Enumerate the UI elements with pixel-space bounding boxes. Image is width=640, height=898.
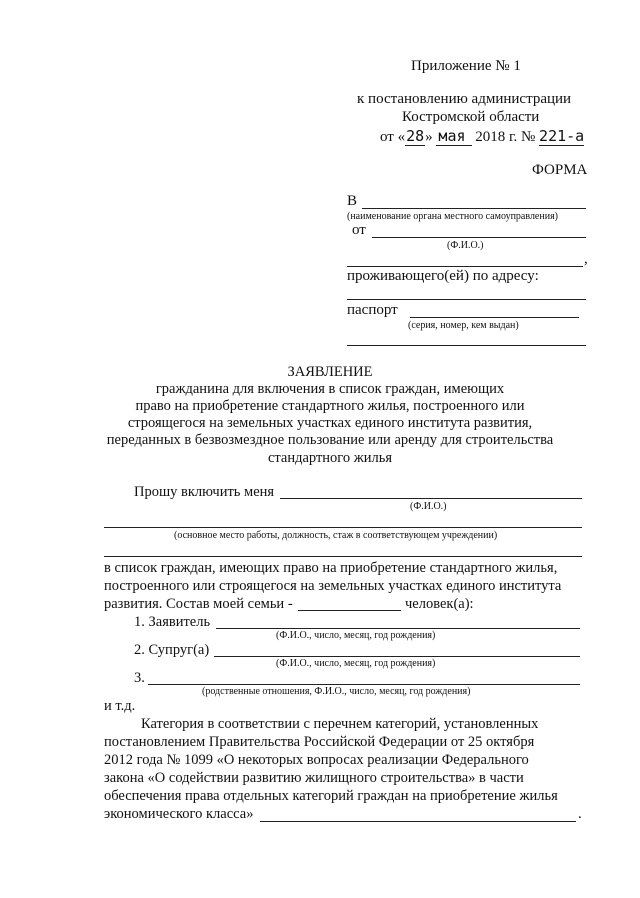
member3-label: 3. (134, 670, 145, 686)
work-caption: (основное место работы, должность, стаж в соответствующем учреждении) (174, 530, 498, 541)
member3-line[interactable] (148, 684, 580, 685)
from-line[interactable] (372, 237, 586, 238)
member1-line[interactable] (216, 628, 580, 629)
category-last: экономического класса» (104, 806, 254, 822)
date-number: 221-а (539, 127, 585, 145)
appendix-date (380, 127, 584, 146)
statement-subtitle-5: стандартного жилья (267, 450, 393, 466)
from-line-2[interactable] (347, 266, 583, 267)
residence-label: проживающего(ей) по адресу: (347, 268, 539, 284)
comma: , (584, 251, 588, 267)
passport-line-2[interactable] (347, 345, 586, 346)
form-label: ФОРМА (532, 162, 588, 178)
work-line-2[interactable] (104, 556, 582, 557)
from-fio-caption: (Ф.И.О.) (447, 240, 484, 251)
category-line-5: обеспечения права отдельных категорий граждан на приобретение жилья (104, 788, 558, 804)
category-line-3: 2012 года № 1099 «О некоторых вопросах реализации Федерального (104, 752, 529, 768)
work-line[interactable] (104, 527, 582, 528)
from-label: от (352, 222, 366, 238)
statement-title: ЗАЯВЛЕНИЕ (287, 364, 373, 380)
passport-line[interactable] (410, 317, 579, 318)
member2-caption: (Ф.И.О., число, месяц, год рождения) (276, 658, 436, 669)
statement-subtitle-4: переданных в безвозмездное пользование или аренду для строительства (106, 432, 554, 448)
date-mid: » (425, 129, 433, 145)
request-caption: (Ф.И.О.) (410, 501, 447, 512)
address-line[interactable] (347, 299, 586, 300)
date-year: 2018 г. № (475, 129, 536, 145)
appendix-region: Костромской области (402, 109, 540, 125)
to-label: В (347, 193, 358, 209)
request-label: Прошу включить меня (134, 484, 275, 500)
family-count-line[interactable] (298, 610, 401, 611)
list-text-2: построенного или строящегося на земельных участках единого института (104, 578, 562, 594)
member1-label: 1. Заявитель (134, 614, 211, 630)
date-day: 28 (406, 127, 425, 145)
list-text-3b: человек(а): (405, 596, 474, 612)
member2-label: 2. Супруг(а) (134, 642, 210, 658)
passport-caption: (серия, номер, кем выдан) (408, 320, 519, 331)
member1-caption: (Ф.И.О., число, месяц, год рождения) (276, 630, 436, 641)
category-line-1: Категория в соответствии с перечнем категорий, установленных (141, 716, 539, 732)
request-line[interactable] (280, 498, 582, 499)
passport-label: паспорт (347, 302, 398, 318)
category-line[interactable] (260, 821, 576, 822)
appendix-decree: к постановлению администрации (357, 91, 572, 107)
category-line-2: постановлением Правительства Российской Федерации от 25 октября (104, 734, 535, 750)
member3-caption: (родственные отношения, Ф.И.О., число, месяц, год рождения) (202, 686, 471, 697)
to-line[interactable] (362, 208, 586, 209)
to-caption: (наименование органа местного самоуправления) (347, 211, 559, 222)
category-line-4: закона «О содействии развитию жилищного строительства» в части (104, 770, 524, 786)
date-prefix: от « (380, 129, 406, 145)
list-text-1: в список граждан, имеющих право на приобретение стандартного жилья, (104, 560, 558, 576)
etc-label: и т.д. (104, 698, 136, 714)
statement-subtitle-3: строящегося на земельных участках единого института развития, (127, 415, 533, 431)
date-month: мая (436, 127, 471, 146)
appendix-title: Приложение № 1 (411, 58, 521, 74)
statement-subtitle-1: гражданина для включения в список граждан, имеющих (155, 381, 505, 397)
member2-line[interactable] (214, 656, 580, 657)
category-period: . (578, 806, 582, 822)
list-text-3a: развития. Состав моей семьи - (104, 596, 293, 612)
statement-subtitle-2: право на приобретение стандартного жилья, построенного или (135, 398, 525, 414)
